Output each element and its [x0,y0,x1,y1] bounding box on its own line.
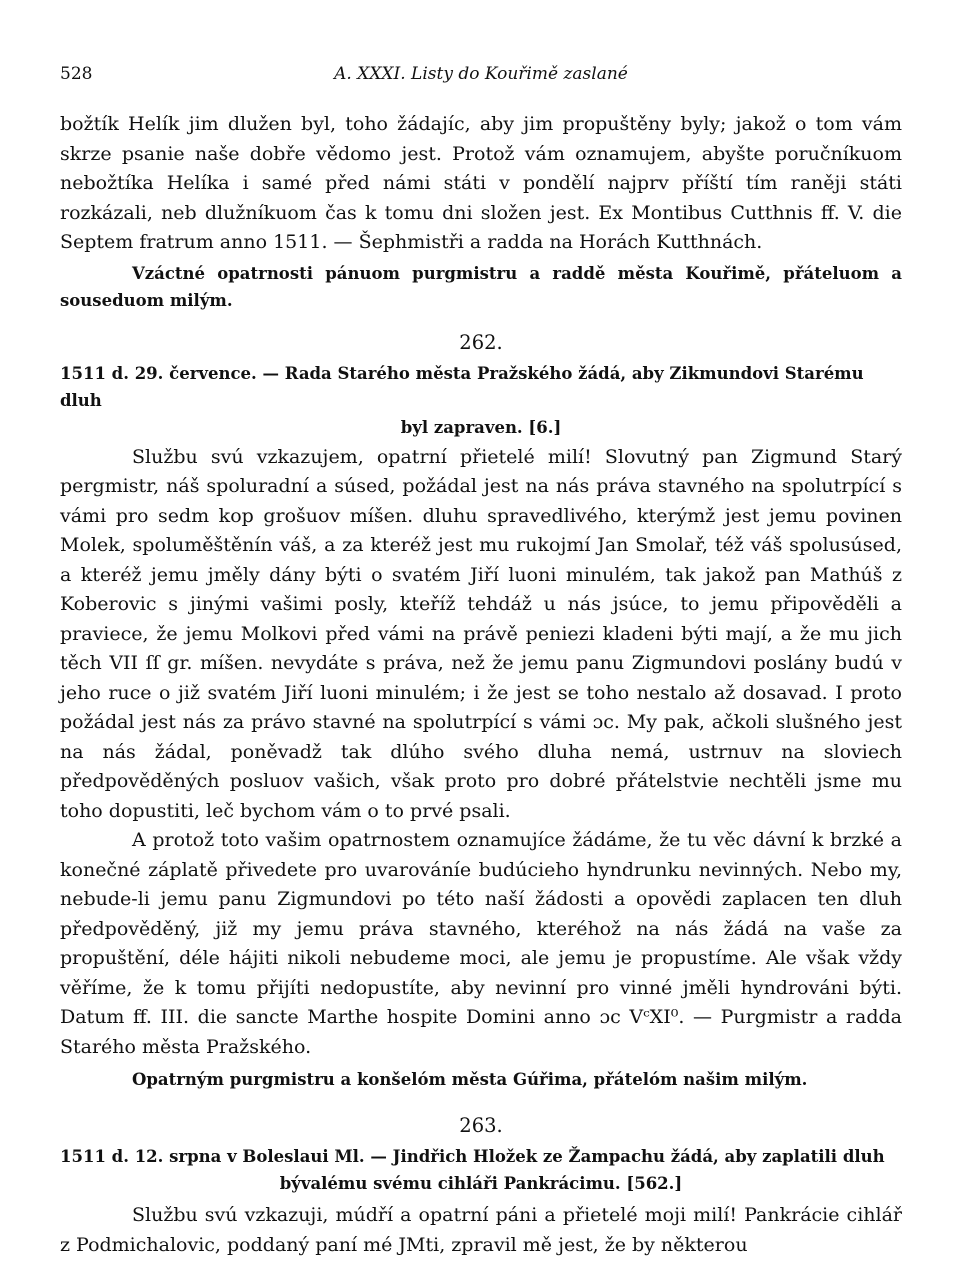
regest-263-line2: bývalému svému cihláři Pankrácimu. [562.] [279,1174,683,1193]
regest-262 [60,360,902,441]
regest-263 [60,1143,902,1197]
page-header [60,60,902,94]
running-title: A. XXXI. Listy do Kouřimě zaslané [334,64,628,84]
doc263-paragraph-1: Službu svú vzkazuji, múdří a opatrní páni a přietelé moji milí! Pankrácie cihlář z Podmichalovic, poddaný paní mé JMti, zpravil mě jest, že by některou [60,1204,902,1256]
doc262-paragraph-2: A protož toto vašim opatrnostem oznamujíce žádáme, že tu věc dávní k brzké a konečné záplatě přivedete pro uvarováníe budúcieho hyndrunku nevinných. Nebo my, nebude-li jemu panu Zigmundovi po této naší žádosti a opovědi zaplacen ten dluh předpověděný, již my jemu práva stavného, kteréhož na nás žádá na vaše za propuštění, déle hájiti nikoli nebudeme moci, ale jemu je propustíme. Ale však vždy věříme, že k tomu přijíti nedopustíte, aby nevinní pro vinné jměli hyndrováni býti. Datum ff. III. die sancte Marthe hospite Domini anno ɔc VᶜXI⁰. — Purgmistr a radda Starého města Pražského. [60,829,902,1058]
document-number-263: 263. [459,1114,503,1137]
regest-263-line1: 1511 d. 12. srpna v Boleslaui Ml. — Jindřich Hložek ze Žampachu žádá, aby zaplatili dluh [60,1147,885,1166]
document-page [60,60,902,1260]
doc262-paragraph-1: Službu svú vzkazujem, opatrní přietelé milí! Slovutný pan Zigmund Starý pergmistr, náš spoluradní a súsed, požádal jest na nás práva stavného na spolutrpící s vámi pro sedm kop grošuov míšen. dluhu spravedlivého, kterýmž jest jemu povinen Molek, spoluměštěnín váš, a za kteréž jest mu rukojmí Jan Smolař, též váš spolusúsed, a kteréž jemu jměly dány býti o svatém Jiří luoni minulém, tak jakož pan Mathúš z Koberovic s jinými vašimi posly, kteříž tehdáž u nás jsúce, to jemu připověděli a praviece, že jemu Molkovi před vámi na právě peniezi kladeni býti mají, a že mu jich těch VII ſſ gr. míšen. nevydáte s práva, než že jemu panu Zigmundovi poslány budú v jeho ruce o již svatém Jiří luoni minulém; i že jest se toho nestalo až dosavad. I proto požádal jest nás za právo stavné na spolutrpící s vámi ɔc. My pak, ačkoli slušného jest na nás žádal, poněvadž tak dlúho svého dluha nemá, ustrnuv na sloviech předpověděných posluov vašich, však proto pro dobré přátelstvie nechtěli jsme mu toho dopustiti, leč bychom vám o to prvé psali. [60,445,902,822]
doc262-address: Opatrným purgmistru a konšelóm města Gúřima, přátelóm našim milým. [132,1070,808,1089]
continuation-paragraph: božtík Helík jim dlužen byl, toho žádajíc, aby jim propuštěny byly; jakož o tom vám skrze psanie naše dobře vědomo jest. Protož vám oznamujem, abyšte poručníkuom nebožtíka Helíka i samé před námi státi v pondělí najprv příští tím raněji státi rozkázali, neb dlužníkuom čas k tomu dni složen jest. Ex Montibus Cutthnis ff. V. die Septem fratrum anno 1511. — Šephmistři a radda na Horách Kutthnách. [60,113,902,253]
regest-262-line2: byl zapraven. [6.] [400,417,562,437]
regest-262-line1: 1511 d. 29. července. — Rada Starého města Pražského žádá, aby Zikmundovi Starému dluh [60,363,864,410]
document-number-262: 262. [459,330,503,354]
page-number: 528 [60,64,93,84]
continuation-address: Vzáctné opatrnosti pánuom purgmistru a raddě města Kouřimě, přáteluom a souseduom milým. [60,263,902,310]
